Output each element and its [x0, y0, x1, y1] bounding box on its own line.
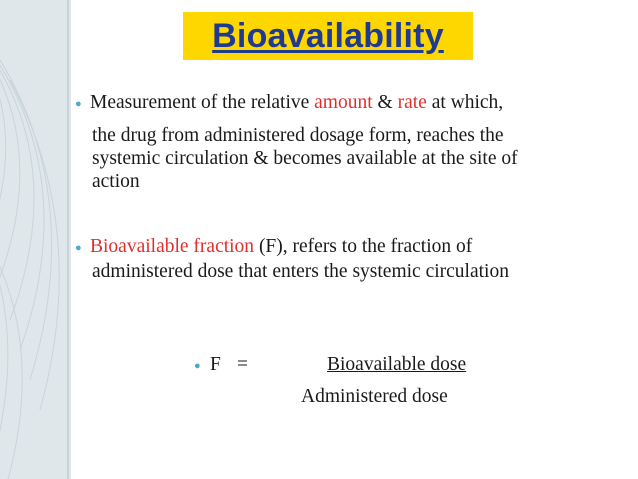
bullet-1-line-2: the drug from administered dosage form, reaches the [92, 125, 504, 146]
bullet-icon: ● [194, 360, 201, 372]
bullet-1-line-3: systemic circulation & becomes available at the site of [92, 148, 518, 169]
bullet-1-line-4: action [92, 171, 140, 192]
rate-highlight: rate [397, 92, 427, 113]
bullet-1-line-1: Measurement of the relative amount & rate at which, [90, 92, 504, 113]
formula-equals: = [237, 354, 248, 375]
bullet-icon: ● [75, 98, 82, 110]
amount-highlight: amount [314, 92, 373, 113]
decorative-side-band [0, 0, 71, 479]
title-text: Bioavailability [212, 16, 444, 55]
fraction-highlight: Bioavailable fraction [90, 236, 255, 257]
formula-lhs: F [210, 354, 221, 375]
bullet-2-line-2: administered dose that enters the systemic circulation [92, 261, 509, 282]
swirl-decoration-icon [0, 0, 71, 479]
formula-denominator: Administered dose [301, 386, 448, 407]
formula-numerator: Bioavailable dose [327, 354, 467, 375]
bullet-2-line-1: Bioavailable fraction (F), refers to the fraction of [90, 236, 473, 257]
bullet-icon: ● [75, 242, 82, 254]
side-divider [67, 0, 69, 479]
slide-title [183, 12, 473, 60]
